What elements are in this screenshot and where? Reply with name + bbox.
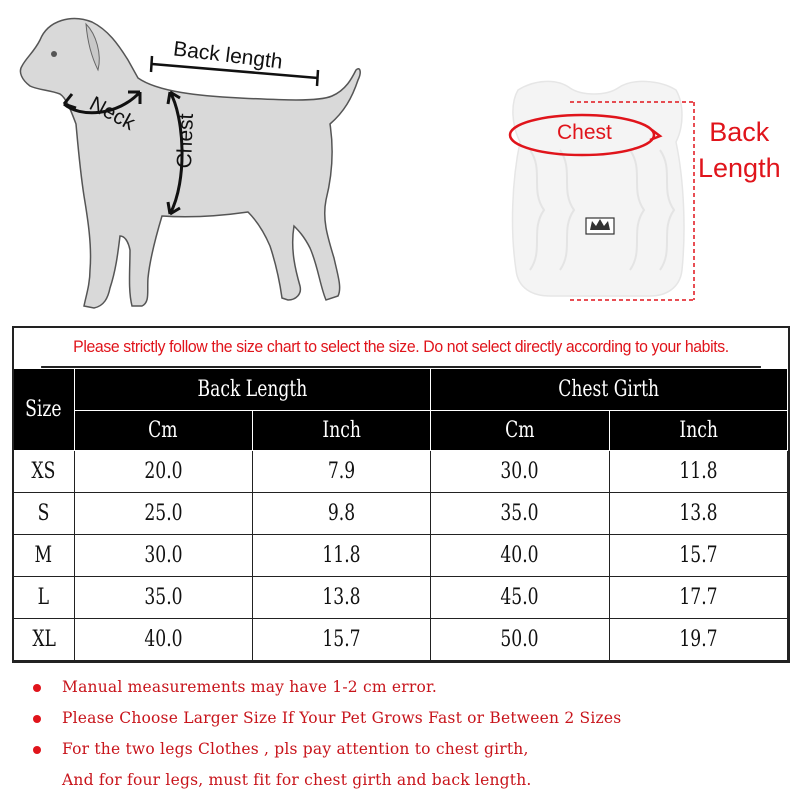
size-chart-notice: Please strictly follow the size chart to select the size. Do not select directly according to your habits.	[41, 328, 761, 368]
size-cell: S	[14, 493, 74, 535]
size-cell: XS	[14, 451, 74, 493]
table-row	[14, 451, 788, 493]
chest-cm-cell: 30.0	[431, 451, 609, 493]
note-text: Manual measurements may have 1-2 cm error.	[62, 678, 438, 696]
note-item	[28, 676, 788, 707]
chest-inch-cell: 19.7	[609, 619, 787, 661]
chest-girth-header: Chest Girth	[431, 369, 788, 411]
notes-list	[28, 676, 788, 800]
size-table	[14, 368, 788, 661]
chest-cm-cell: 40.0	[431, 535, 609, 577]
sweater-illustration	[490, 70, 710, 310]
back-inch-cell: 9.8	[252, 493, 430, 535]
back-inch-cell: 7.9	[252, 451, 430, 493]
dog-eye	[51, 51, 57, 57]
back-length-header: Back Length	[74, 369, 431, 411]
note-text: And for four legs, must fit for chest girth and back length.	[62, 771, 532, 789]
chest-cm-header: Cm	[431, 411, 609, 451]
back-cm-cell: 20.0	[74, 451, 252, 493]
table-row	[14, 619, 788, 661]
chest-inch-cell: 17.7	[609, 577, 787, 619]
note-text: For the two legs Clothes , pls pay attention to chest girth,	[62, 740, 529, 758]
table-row	[14, 577, 788, 619]
table-row	[14, 493, 788, 535]
back-length-label: Back length	[172, 37, 284, 74]
chest-cm-cell: 45.0	[431, 577, 609, 619]
size-chart	[12, 326, 790, 663]
dog-chest-label: Chest	[173, 113, 198, 169]
table-row	[14, 535, 788, 577]
back-cm-cell: 25.0	[74, 493, 252, 535]
back-cm-cell: 35.0	[74, 577, 252, 619]
bullet-dot-icon	[33, 684, 41, 692]
back-cm-header: Cm	[74, 411, 252, 451]
back-inch-header: Inch	[252, 411, 430, 451]
chest-cm-cell: 50.0	[431, 619, 609, 661]
bullet-dot-icon	[33, 715, 41, 723]
note-text: Please Choose Larger Size If Your Pet Grows Fast or Between 2 Sizes	[62, 709, 622, 727]
back-cm-cell: 40.0	[74, 619, 252, 661]
chest-cm-cell: 35.0	[431, 493, 609, 535]
back-inch-cell: 11.8	[252, 535, 430, 577]
measurement-diagram	[0, 0, 800, 322]
note-item	[28, 738, 788, 769]
chest-inch-cell: 13.8	[609, 493, 787, 535]
table-unit-row	[14, 411, 788, 451]
back-length-line-1: Back	[709, 117, 770, 147]
back-cm-cell: 30.0	[74, 535, 252, 577]
chest-inch-header: Inch	[609, 411, 787, 451]
back-inch-cell: 15.7	[252, 619, 430, 661]
sweater-chest-label: Chest	[557, 121, 612, 144]
back-length-line-2: Length	[698, 153, 781, 183]
size-cell: M	[14, 535, 74, 577]
chest-inch-cell: 11.8	[609, 451, 787, 493]
sweater-back-length-label	[698, 114, 781, 186]
note-item	[28, 707, 788, 738]
sweater-shape	[513, 81, 684, 296]
back-inch-cell: 13.8	[252, 577, 430, 619]
note-item-continued	[28, 769, 788, 800]
chest-inch-cell: 15.7	[609, 535, 787, 577]
bullet-dot-icon	[33, 746, 41, 754]
table-header-row	[14, 369, 788, 411]
crown-logo-icon	[586, 218, 614, 234]
size-cell: L	[14, 577, 74, 619]
size-cell: XL	[14, 619, 74, 661]
neck-label: Neck	[85, 92, 139, 135]
size-column-header: Size	[14, 369, 74, 451]
